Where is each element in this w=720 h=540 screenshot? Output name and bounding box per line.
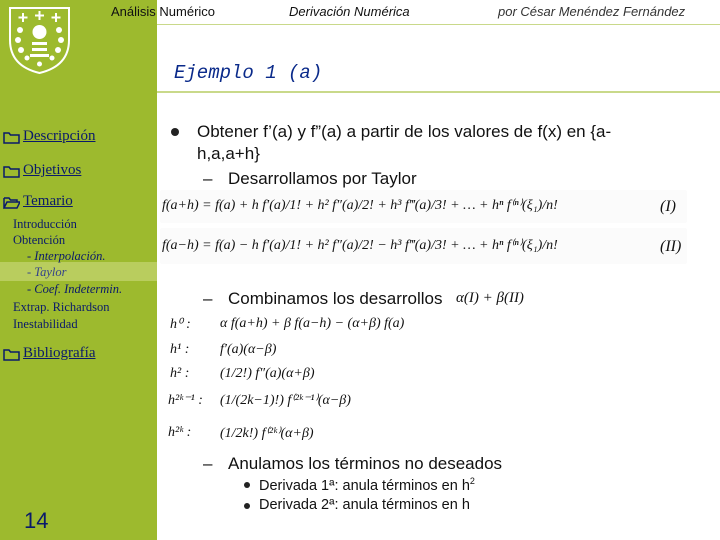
dash-marker: – xyxy=(203,169,213,188)
dash-marker: – xyxy=(203,289,213,308)
header-course: Análisis Numérico xyxy=(111,4,216,19)
title-divider xyxy=(157,91,720,93)
temario-inestabilidad[interactable]: Inestabilidad xyxy=(13,317,78,331)
nav-descripcion[interactable] xyxy=(3,128,95,145)
equation-tag-1: (I) xyxy=(660,198,676,215)
sub1-label: Derivada 1ª: anula términos en h xyxy=(259,477,470,494)
temario-extrap-richardson[interactable]: Extrap. Richardson xyxy=(13,300,110,314)
bullet1-line1: Obtener f’(a) y f”(a) a partir de los valores de f(x) en {a- xyxy=(197,122,612,141)
sub1-exponent: 2 xyxy=(469,476,475,486)
coef-expr-h0: α f(a+h) + β f(a−h) − (α+β) f(a) xyxy=(220,316,405,331)
bullet1-line2: h,a,a+h} xyxy=(197,144,260,163)
equation-combination: α(I) + β(II) xyxy=(456,290,524,306)
coef-label-h2k-1: h²ᵏ⁻¹ : xyxy=(168,393,203,408)
slide-title: Ejemplo 1 (a) xyxy=(174,62,323,84)
bullet-dot xyxy=(171,128,179,136)
coef-expr-h2k-1: (1/(2k−1)!) f⁽²ᵏ⁻¹⁾(α−β) xyxy=(220,393,351,408)
coef-expr-h2: (1/2!) f″(a)(α+β) xyxy=(220,366,315,381)
nav-temario[interactable] xyxy=(3,193,73,210)
nav-temario-label: Temario xyxy=(23,193,73,209)
equation-taylor-minus: f(a−h) = f(a) − h f′(a)/1! + h² f″(a)/2! − h³ f‴(a)/3! + … + hⁿ f⁽ⁿ⁾(ξ₁)/n! xyxy=(162,238,558,253)
dash-marker: – xyxy=(203,454,213,473)
sub1-text xyxy=(259,476,475,494)
coef-label-h2k: h²ᵏ : xyxy=(168,425,192,440)
nav-objetivos-label: Objetivos xyxy=(23,162,82,178)
coef-label-h1: h¹ : xyxy=(170,342,190,357)
folder-icon xyxy=(3,347,20,361)
header-author: por César Menéndez Fernández xyxy=(498,4,686,19)
temario-obtencion[interactable]: Obtención xyxy=(13,233,66,247)
nav-objetivos[interactable] xyxy=(3,162,81,179)
temario-coef-indetermin[interactable]: - Coef. Indetermin. xyxy=(27,282,123,296)
folder-open-icon xyxy=(3,195,20,209)
coef-label-h2: h² : xyxy=(170,366,190,381)
nav-descripcion-label: Descripción xyxy=(23,128,96,144)
sub-bullet-dot xyxy=(244,503,250,509)
nav-bibliografia[interactable] xyxy=(3,345,95,362)
equation-tag-2: (II) xyxy=(660,238,682,255)
equation-taylor-plus: f(a+h) = f(a) + h f′(a)/1! + h² f″(a)/2! + h³ f‴(a)/3! + … + hⁿ f⁽ⁿ⁾(ξ₁)/n! xyxy=(162,198,558,213)
coef-expr-h2k: (1/2k!) f⁽²ᵏ⁾(α+β) xyxy=(220,426,314,441)
university-logo xyxy=(2,0,77,75)
temario-taylor[interactable]: - Taylor xyxy=(27,265,67,279)
sidebar-current-highlight xyxy=(0,262,157,281)
folder-icon xyxy=(3,164,20,178)
coef-label-h0: h⁰ : xyxy=(170,317,191,332)
nav-bibliografia-label: Bibliografía xyxy=(23,345,96,361)
page-number: 14 xyxy=(24,508,49,533)
sub2-text: Derivada 2ª: anula términos en h xyxy=(259,497,470,513)
dash1-text: Desarrollamos por Taylor xyxy=(228,169,417,188)
header-divider xyxy=(157,24,720,25)
temario-interpolacion[interactable]: - Interpolación. xyxy=(27,249,106,263)
sub-bullet-dot xyxy=(244,482,250,488)
header-topic: Derivación Numérica xyxy=(289,4,410,19)
temario-introduccion[interactable]: Introducción xyxy=(13,217,77,231)
dash3-text: Anulamos los términos no deseados xyxy=(228,454,503,473)
dash2-text: Combinamos los desarrollos xyxy=(228,289,443,308)
folder-icon xyxy=(3,130,20,144)
coef-expr-h1: f′(a)(α−β) xyxy=(220,342,277,357)
